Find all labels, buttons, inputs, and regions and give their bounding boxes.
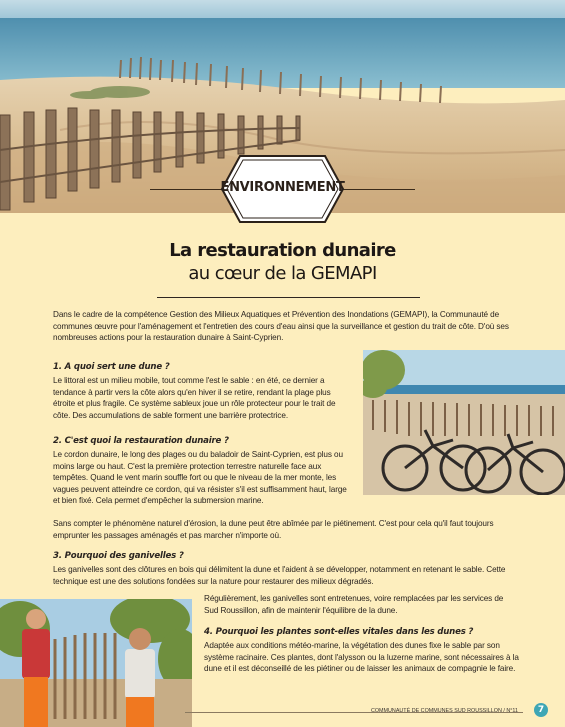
text-line: côte. Des accumulations de sable forment une barrière protectrice. xyxy=(53,410,289,420)
text-line: technique est une des solutions fondées sur la nature pour restaurer des milieux dégradés. xyxy=(53,576,374,586)
workers-fence-photo xyxy=(0,599,192,727)
page-title: La restauration dunaire xyxy=(169,240,396,261)
text-line: vagues peuvent atteindre ce cordon, qui va résister s'il est suffisamment haut, large xyxy=(53,484,347,494)
text-line: tendance à partir vers la côte alors qu'en hiver il se retire, rendant la plage plus xyxy=(53,387,331,397)
badge-rule-left xyxy=(150,189,222,190)
section-badge-label: ENVIRONNEMENT xyxy=(220,180,345,195)
text-line: tempêtes. Quand le vent marin souffle fort ou que le niveau de la mer monte, les xyxy=(53,473,337,483)
text-line: Le littoral est un milieu mobile, tout comme l'est le sable : en été, ce dernier a xyxy=(53,376,325,385)
question-3-heading: 3. Pourquoi des ganivelles ? xyxy=(53,551,184,561)
bicycles-beach-photo xyxy=(363,350,565,495)
text-line: moins large ou haut. C'est la première protection terrestre naturelle face aux xyxy=(53,461,322,471)
section-badge xyxy=(220,152,345,226)
page-subtitle: au cœur de la GEMAPI xyxy=(188,263,377,284)
workers-illustration xyxy=(0,599,192,727)
text-line: emprunter les passages aménagés et pas marcher n'importe où. xyxy=(53,530,282,540)
question-3-text xyxy=(53,564,523,587)
question-1-text xyxy=(53,375,358,421)
text-line: Sud Roussillon, afin de maintenir l'équilibre de la dune. xyxy=(204,605,398,615)
badge-rule-right xyxy=(343,189,415,190)
footer-publication: COMMUNAUTÉ DE COMMUNES SUD ROUSSILLON / N°11 xyxy=(370,708,518,714)
question-4-heading: 4. Pourquoi les plantes sont-elles vitales dans les dunes ? xyxy=(204,627,474,637)
bicycles-illustration xyxy=(363,350,565,495)
intro-line: communes œuvre pour l'aménagement et l'entretien des cours d'eau ainsi que la surveillance et gestion du trait de côte. D'où ses xyxy=(53,321,509,331)
intro-line: Dans le cadre de la compétence Gestion des Milieux Aquatiques et Prévention des Inondations (GEMAPI), la Communauté de xyxy=(53,310,500,319)
text-line: et bien fixé. Cela permet d'empêcher la submersion marine. xyxy=(53,496,264,506)
intro-line: nombreuses actions pour la restauration dunaire à Saint-Cyprien. xyxy=(53,333,284,343)
title-rule xyxy=(157,297,420,298)
text-line: dune et il est déconseillé de les piétiner ou de laisser les animaux de compagnie le faire. xyxy=(204,664,516,674)
text-line: Le cordon dunaire, le long des plages ou du baladoir de Saint-Cyprien, est plus ou xyxy=(53,450,343,459)
question-2-text xyxy=(53,449,358,507)
question-3-right-text xyxy=(204,593,524,616)
text-line: système racinaire. Ces plantes, dont l'alysson ou la luzerne marine, sont nécessaires à la xyxy=(204,652,519,662)
question-2-continued xyxy=(53,518,523,541)
text-line: Sans compter le phénomène naturel d'érosion, la dune peut être abîmée par le piétinement. C'est pour cela qu'il faut toujours xyxy=(53,519,494,528)
page-number-badge: 7 xyxy=(534,703,548,717)
text-line: étroite et plus fragile. Ce système sableux joue un rôle protecteur pour le trait de xyxy=(53,399,336,409)
text-line: Les ganivelles sont des clôtures en bois qui délimitent la dune et l'aident à se développer, notamment en retenant le sable. Cette xyxy=(53,565,506,574)
question-2-heading: 2. C'est quoi la restauration dunaire ? xyxy=(53,436,229,446)
question-4-text xyxy=(204,640,524,675)
question-1-heading: 1. A quoi sert une dune ? xyxy=(53,362,170,372)
text-line: Adaptée aux conditions météo-marine, la végétation des dunes fixe le sable par son xyxy=(204,641,500,650)
intro-paragraph xyxy=(53,309,523,344)
text-line: Régulièrement, les ganivelles sont entretenues, voire remplacées par les services de xyxy=(204,594,504,603)
